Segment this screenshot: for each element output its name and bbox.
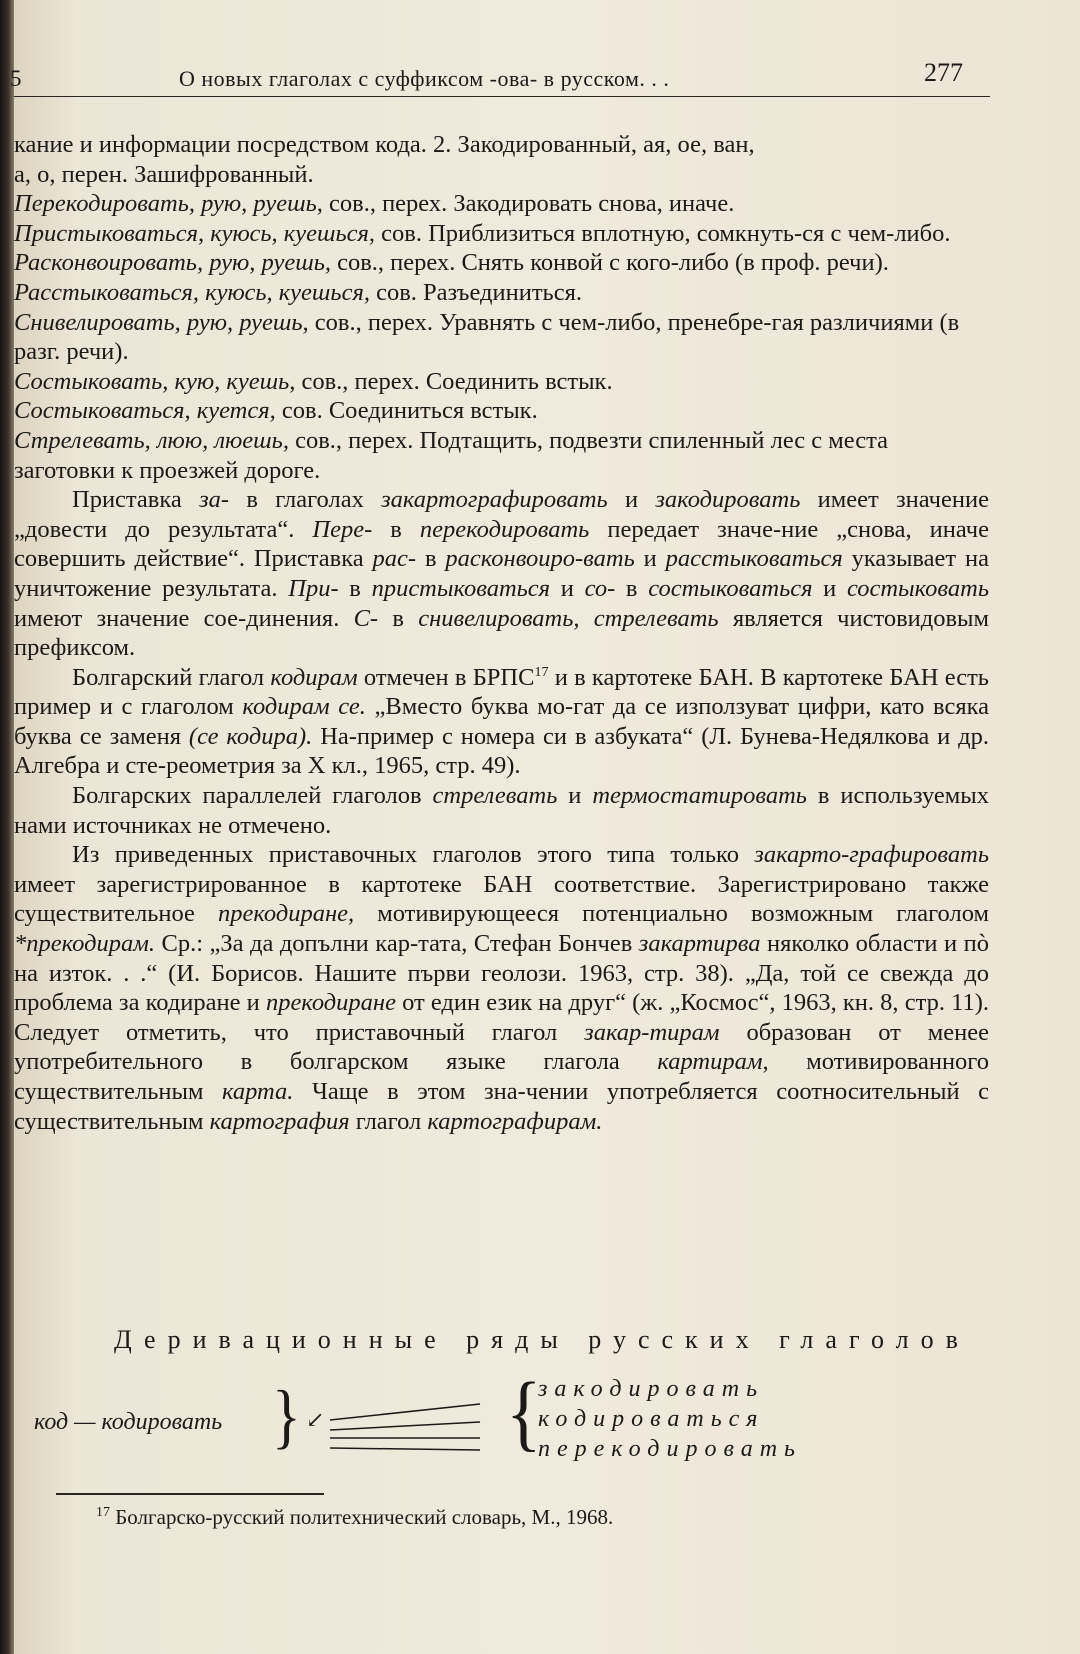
entry-lemma: Расконвоировать, рую, руешь, (14, 249, 331, 277)
footnote-marker: 17 (96, 1505, 110, 1520)
dictionary-entry (14, 367, 989, 397)
entry-lemma: Снивелировать, рую, руешь, (14, 308, 309, 336)
previous-page-number-fragment: 5 (10, 66, 22, 91)
entry-definition: сов., перех. Подтащить, подвезти спиленный лес с места заготовки к проезжей дороге. (14, 426, 889, 484)
entry-definition: сов., перех. Закодировать снова, иначе. (322, 190, 735, 218)
entry-lemma: Состыковать, кую, куешь, (14, 367, 296, 395)
dictionary-entry (14, 396, 989, 426)
dictionary-entry-continuation: а, о, перен. Зашифрованный. (14, 160, 314, 188)
entry-definition: сов., перех. Соединить встык. (295, 367, 613, 395)
right-brace-glyph: } (272, 1376, 301, 1456)
dictionary-entry (14, 426, 989, 485)
footnote-divider (56, 1493, 324, 1495)
footnote-text: Болгарско-русский политехнический словарь, М., 1968. (110, 1505, 614, 1529)
footnote (96, 1505, 613, 1530)
paragraph-prefixes: Приставка за- в глаголах закартографировать и закодировать имеет значение „довести до результата“. Пере- в перекодировать передает значе-ние „снова, иначе совершить действие“. Приставка рас- в расконвоиро-вать и расстыковаться указывает на уничтожение результата. При- в пристыковаться и со- в состыковаться и состыковать имеют значение сое-динения. С- в снивелировать, стрелевать является чистовидовым префиксом. (14, 486, 990, 662)
book-spine (0, 0, 14, 1654)
derivation-base: код — кодировать (34, 1409, 223, 1435)
derived-verb: кодироваться (538, 1406, 765, 1432)
paragraph-bulgarian-kodiram: Болгарский глагол кодирам отмечен в БРПС$^{17}$ и в картотеке БАН. В картотеке БАН есть пример и с глаголом кодирам се. „Вместо буква мо-гат да се използуват цифри, като всяка буква се заменя (се кодира). На-пример с номера си в азбуката“ (Л. Бунева-Недялкова и др. Алгебра и сте-реометрия за X кл., 1965, стр. 49). (14, 663, 989, 780)
left-brace-glyph: { (506, 1365, 542, 1461)
derived-verb: закодировать (538, 1376, 765, 1402)
entry-definition: сов., перех. Уравнять с чем-либо, пренебре-гая различиями (в разг. речи). (14, 308, 960, 366)
entry-definition: сов., перех. Снять конвой с кого-либо (в проф. речи). (330, 249, 889, 277)
arrow-glyph: ↙ (306, 1407, 325, 1432)
entry-lemma: Перекодировать, рую, руешь, (14, 190, 323, 218)
dictionary-entry-continuation: кание и информации посредством кода. 2. Закодированный, ая, ое, ван, (14, 131, 755, 158)
dictionary-entry (14, 278, 989, 308)
dictionary-entry (14, 308, 989, 367)
section-heading: Деривационные ряды русских глаголов (114, 1325, 970, 1354)
body-text (14, 130, 989, 1136)
entry-definition: сов. Приблизиться вплотную, сомкнуть-ся с чем-либо. (375, 219, 951, 247)
footnote-reference: 17 (534, 664, 549, 680)
entry-definition: сов. Соединиться встык. (275, 397, 538, 425)
derivation-diagram (14, 1365, 1014, 1482)
dictionary-entry (14, 219, 989, 249)
paragraph-parallels: Болгарских параллелей глаголов стрелевать и термостатировать в используемых нами источниках не отмечено. (14, 782, 989, 839)
derivation-results (538, 1374, 802, 1464)
entry-lemma: Стрелевать, люю, люешь, (14, 426, 289, 454)
book-page (10, 0, 1080, 1654)
entry-definition: сов. Разъединиться. (369, 278, 582, 306)
dictionary-entry (14, 189, 989, 219)
paragraph-prefixed-verbs: Из приведенных приставочных глаголов этого типа только закарто-графировать имеет зарегистрированное в картотеке БАН соответствие. Зарегистрировано также существительное прекодиране, мотивирующееся потенциально возможным глаголом *прекодирам. Ср.: „За да допълни кар-тата, Стефан Бончев закартирва няколко области и пò на изток. . .“ (И. Борисов. Нашите първи геолози. 1963, стр. 38). „Да, той се свежда до проблема за кодиране и прекодиране от един език на друг“ (ж. „Космос“, 1963, кн. 8, стр. 11). Следует отметить, что приставочный глагол закар-тирам образован от менее употребительного в болгарском языке глагола картирам, мотивированного существительным карта. Чаще в этом зна-чении употребляется соотносительный с существительным картография глагол картографирам. (14, 841, 989, 1135)
derived-verb: перекодировать (538, 1436, 802, 1462)
dictionary-entry (14, 248, 989, 278)
page-number: 277 (924, 58, 963, 87)
entry-lemma: Расстыковаться, куюсь, куешься, (14, 278, 370, 306)
derivation-connector-lines (330, 1392, 500, 1462)
running-header (10, 52, 990, 97)
running-title: О новых глаголах с суффиксом -ова- в русском. . . (179, 66, 670, 91)
entry-lemma: Пристыковаться, куюсь, куешься, (14, 219, 376, 247)
entry-lemma: Состыковаться, куется, (14, 397, 276, 425)
